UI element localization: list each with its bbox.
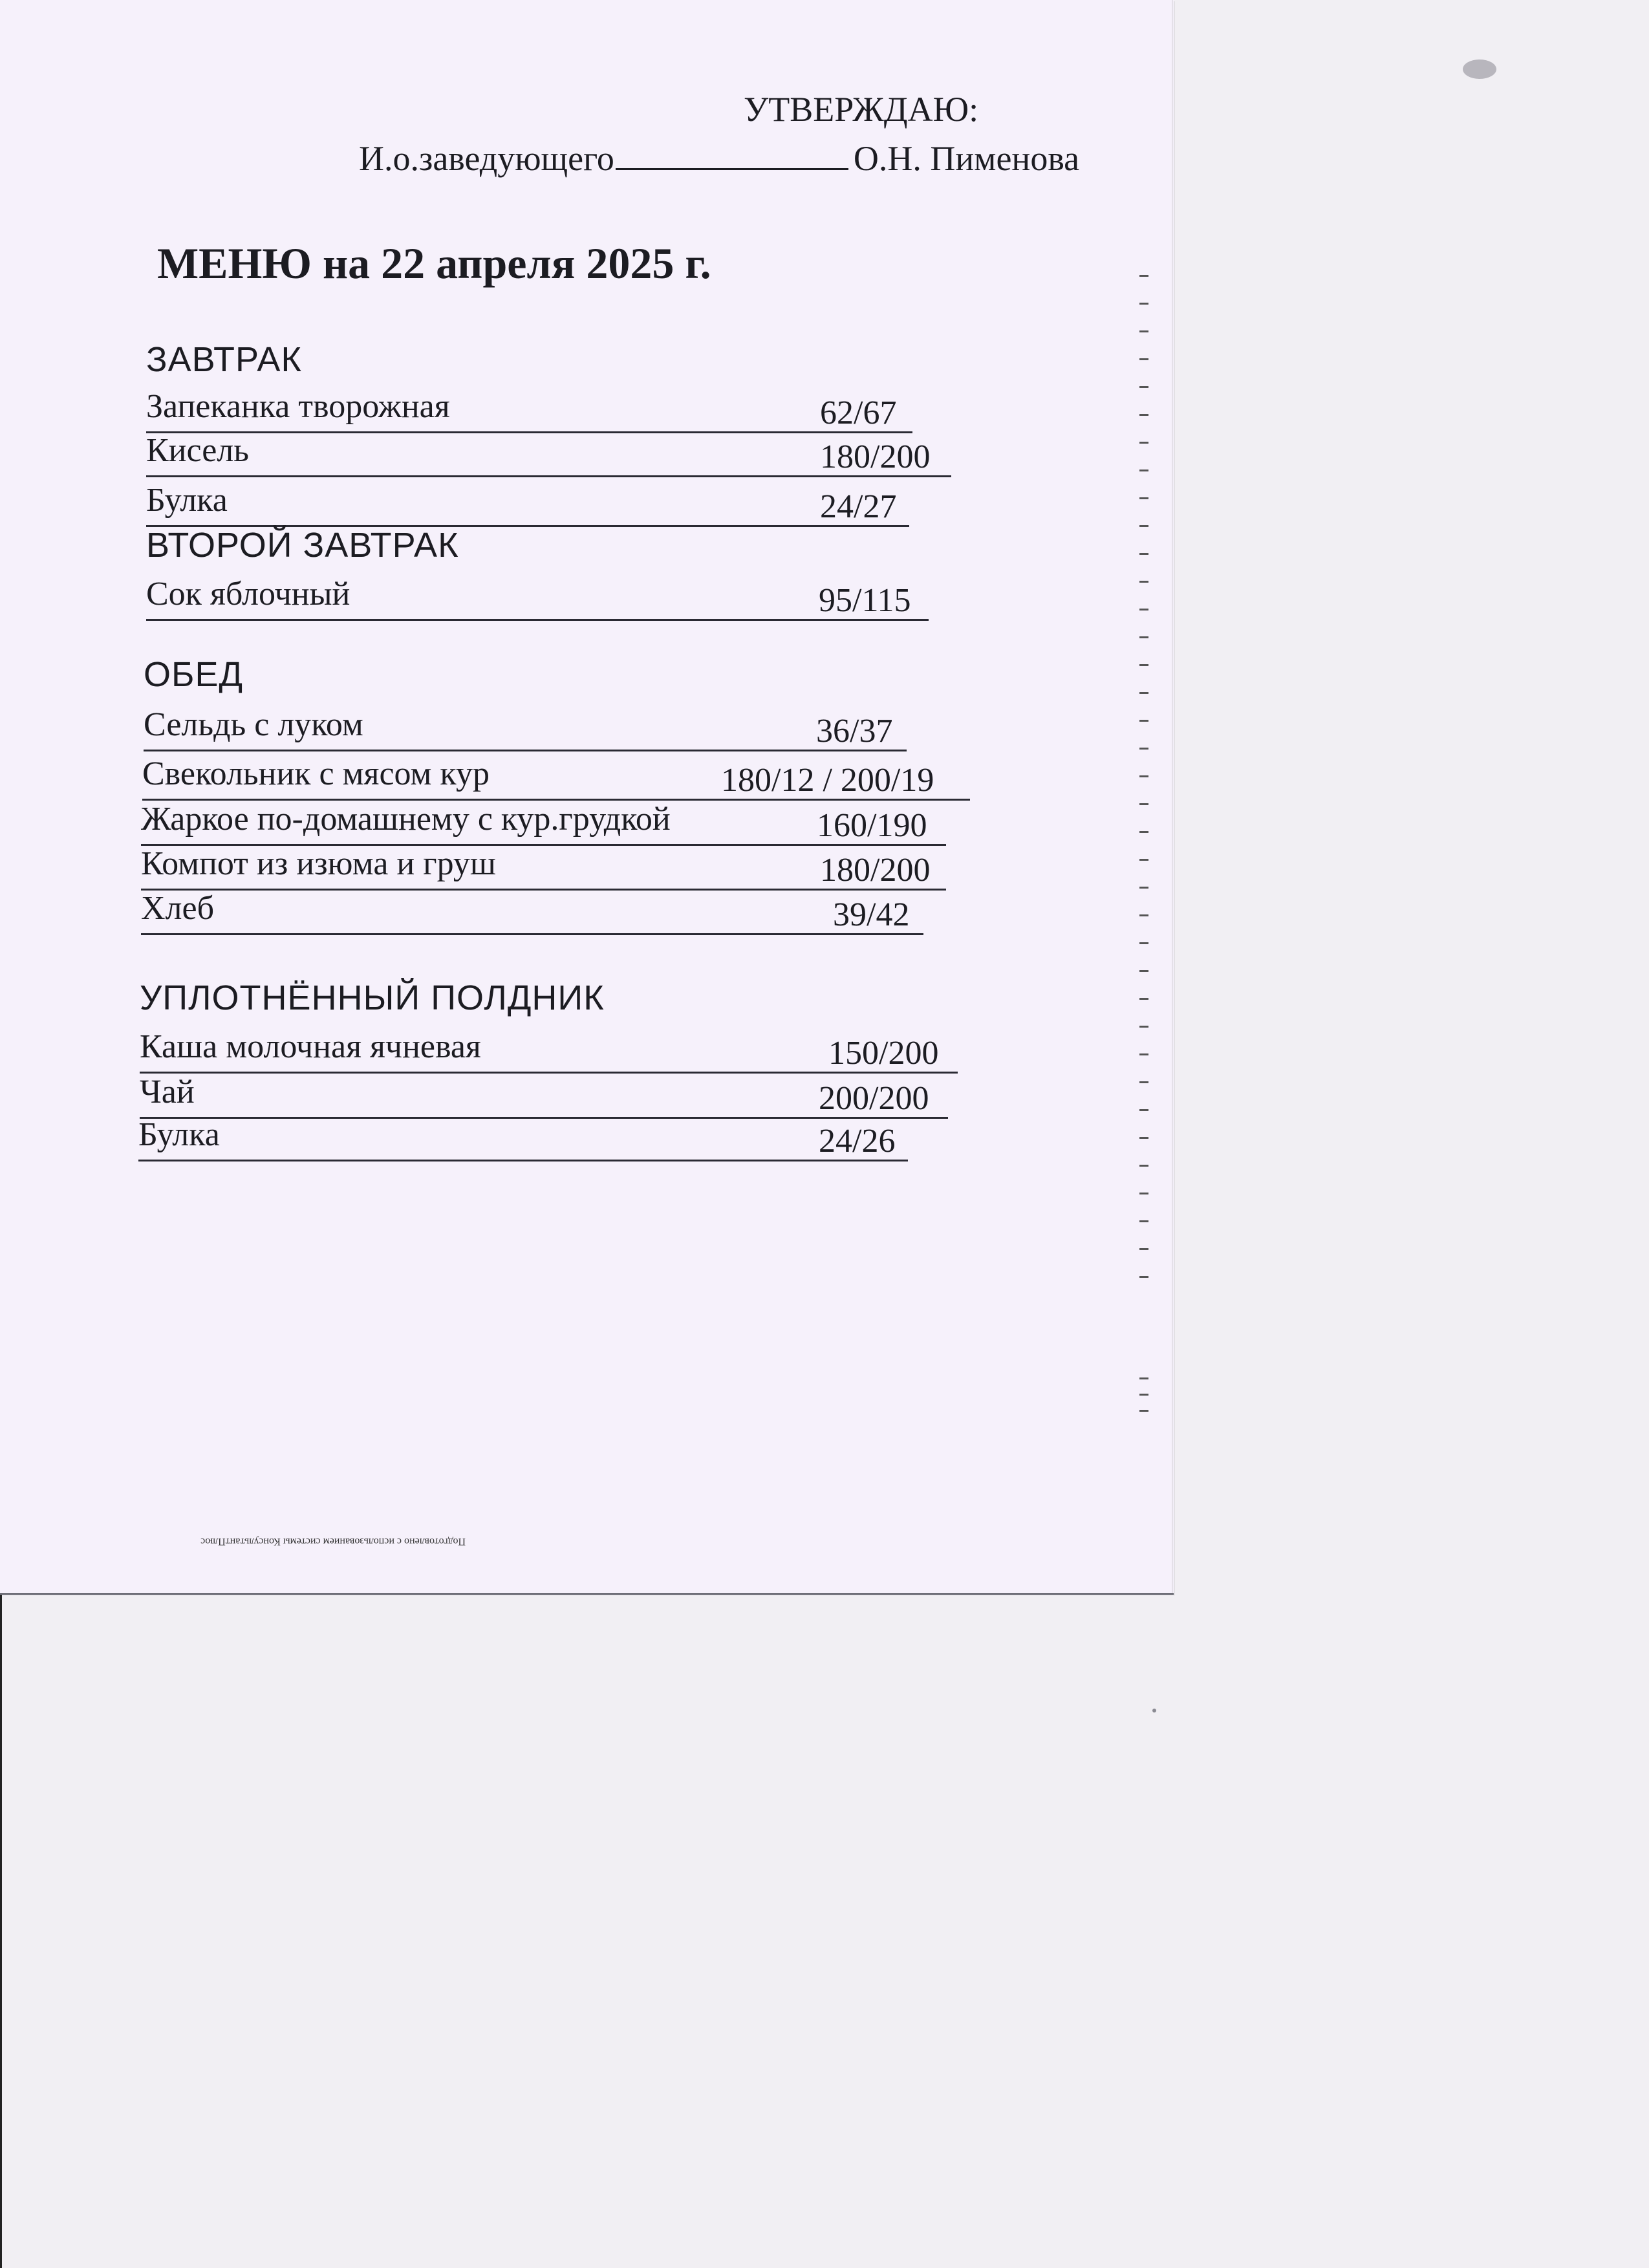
menu-row [142, 755, 970, 801]
dish-name: Свекольник с мясом кур [142, 755, 490, 792]
perforation-tick [1139, 998, 1148, 1000]
approval-position: И.о.заведующего [359, 139, 614, 178]
perforation-tick [1139, 358, 1148, 360]
menu-row [146, 576, 929, 621]
menu-row [138, 1116, 908, 1161]
perforation-tick [1139, 720, 1148, 722]
dish-qty: 24/26 [819, 1123, 896, 1160]
section-header-breakfast: ЗАВТРАК [146, 340, 302, 379]
perforation-tick [1139, 664, 1148, 666]
perforation-tick [1139, 1410, 1148, 1412]
perforation-tick [1139, 692, 1148, 694]
perforation-tick [1139, 831, 1148, 833]
dish-qty: 180/200 [820, 852, 931, 889]
perforation-tick [1139, 942, 1148, 944]
dish-qty: 150/200 [828, 1035, 939, 1072]
menu-row [140, 1028, 958, 1074]
dish-name: Булка [138, 1116, 220, 1153]
menu-row [141, 845, 946, 891]
perforation-tick [1139, 1276, 1148, 1278]
paper-bottom-edge [0, 1593, 1174, 1595]
row-underline [144, 750, 907, 751]
dish-name: Булка [146, 482, 228, 519]
dish-name: Жаркое по-домашнему с кур.грудкой [141, 801, 671, 837]
perforation-tick [1139, 1377, 1148, 1379]
footer-note: Подготовлено с использованием системы КонсультантПлюс [200, 1536, 466, 1547]
signature-blank [616, 135, 848, 170]
perforation-tick [1139, 497, 1148, 499]
perforation-tick [1139, 1137, 1148, 1139]
perforation-tick [1139, 1026, 1148, 1028]
section-header-afternoon-snack: УПЛОТНЁННЫЙ ПОЛДНИК [140, 978, 605, 1017]
perforation-tick [1139, 887, 1148, 889]
section-header-lunch: ОБЕД [144, 655, 244, 694]
menu-row [144, 706, 907, 751]
dish-qty: 36/37 [816, 713, 893, 750]
dish-name: Хлеб [141, 890, 215, 927]
approval-signatory: О.Н. Пименова [853, 139, 1080, 178]
perforation-tick [1139, 1220, 1148, 1222]
row-underline [146, 475, 951, 477]
dish-qty: 39/42 [833, 896, 910, 933]
perforation-tick [1139, 914, 1148, 916]
perforation-tick [1139, 386, 1148, 388]
perforation-tick [1139, 1081, 1148, 1083]
menu-title: МЕНЮ на 22 апреля 2025 г. [157, 239, 711, 288]
perforation-tick [1139, 1053, 1148, 1055]
dish-name: Чай [140, 1074, 195, 1110]
menu-row [140, 1074, 948, 1119]
perforation-tick [1139, 775, 1148, 777]
perforation-tick [1139, 1394, 1148, 1396]
section-header-second-breakfast: ВТОРОЙ ЗАВТРАК [146, 526, 459, 565]
dish-name: Сельдь с луком [144, 706, 363, 743]
scan-speck [1152, 1709, 1156, 1712]
dish-qty: 24/27 [820, 488, 897, 525]
perforation-tick [1139, 636, 1148, 638]
row-underline [141, 933, 923, 935]
row-underline [138, 1160, 908, 1161]
dish-qty: 62/67 [820, 394, 897, 431]
menu-row [146, 432, 951, 477]
menu-row [141, 890, 923, 935]
perforation-tick [1139, 803, 1148, 805]
approval-title: УТВЕРЖДАЮ: [744, 90, 979, 129]
dish-name: Кисель [146, 432, 249, 469]
perforation-tick [1139, 970, 1148, 972]
dish-name: Запеканка творожная [146, 388, 450, 425]
perforation-tick [1139, 442, 1148, 444]
perforation-tick [1139, 748, 1148, 750]
dish-name: Каша молочная ячневая [140, 1028, 481, 1065]
paper-right-edge [1172, 0, 1173, 1594]
perforation-tick [1139, 275, 1148, 277]
perforation-tick [1139, 1165, 1148, 1167]
perforation-tick [1139, 525, 1148, 527]
perforation-tick [1139, 303, 1148, 305]
dish-qty: 200/200 [819, 1080, 929, 1117]
scan-smudge [1463, 59, 1496, 79]
perforation-tick [1139, 330, 1148, 332]
perforation-tick [1139, 581, 1148, 583]
dish-qty: 180/200 [820, 438, 931, 475]
dish-name: Компот из изюма и груш [141, 845, 496, 882]
dish-qty: 180/12 / 200/19 [721, 762, 934, 799]
perforation-tick [1139, 859, 1148, 861]
perforation-tick [1139, 1109, 1148, 1111]
dish-qty: 160/190 [817, 807, 927, 844]
dish-name: Сок яблочный [146, 576, 350, 612]
perforation-tick [1139, 470, 1148, 471]
perforation-tick [1139, 414, 1148, 416]
menu-row [146, 482, 909, 527]
perforation-tick [1139, 609, 1148, 610]
perforation-tick [1139, 553, 1148, 555]
perforation-tick [1139, 1248, 1148, 1250]
approval-signature-line [359, 135, 1079, 178]
scan-border [0, 1595, 2, 2268]
perforation-tick [1139, 1193, 1148, 1194]
menu-row [141, 801, 946, 846]
row-underline [146, 619, 929, 621]
dish-qty: 95/115 [819, 582, 911, 619]
menu-row [146, 388, 912, 433]
